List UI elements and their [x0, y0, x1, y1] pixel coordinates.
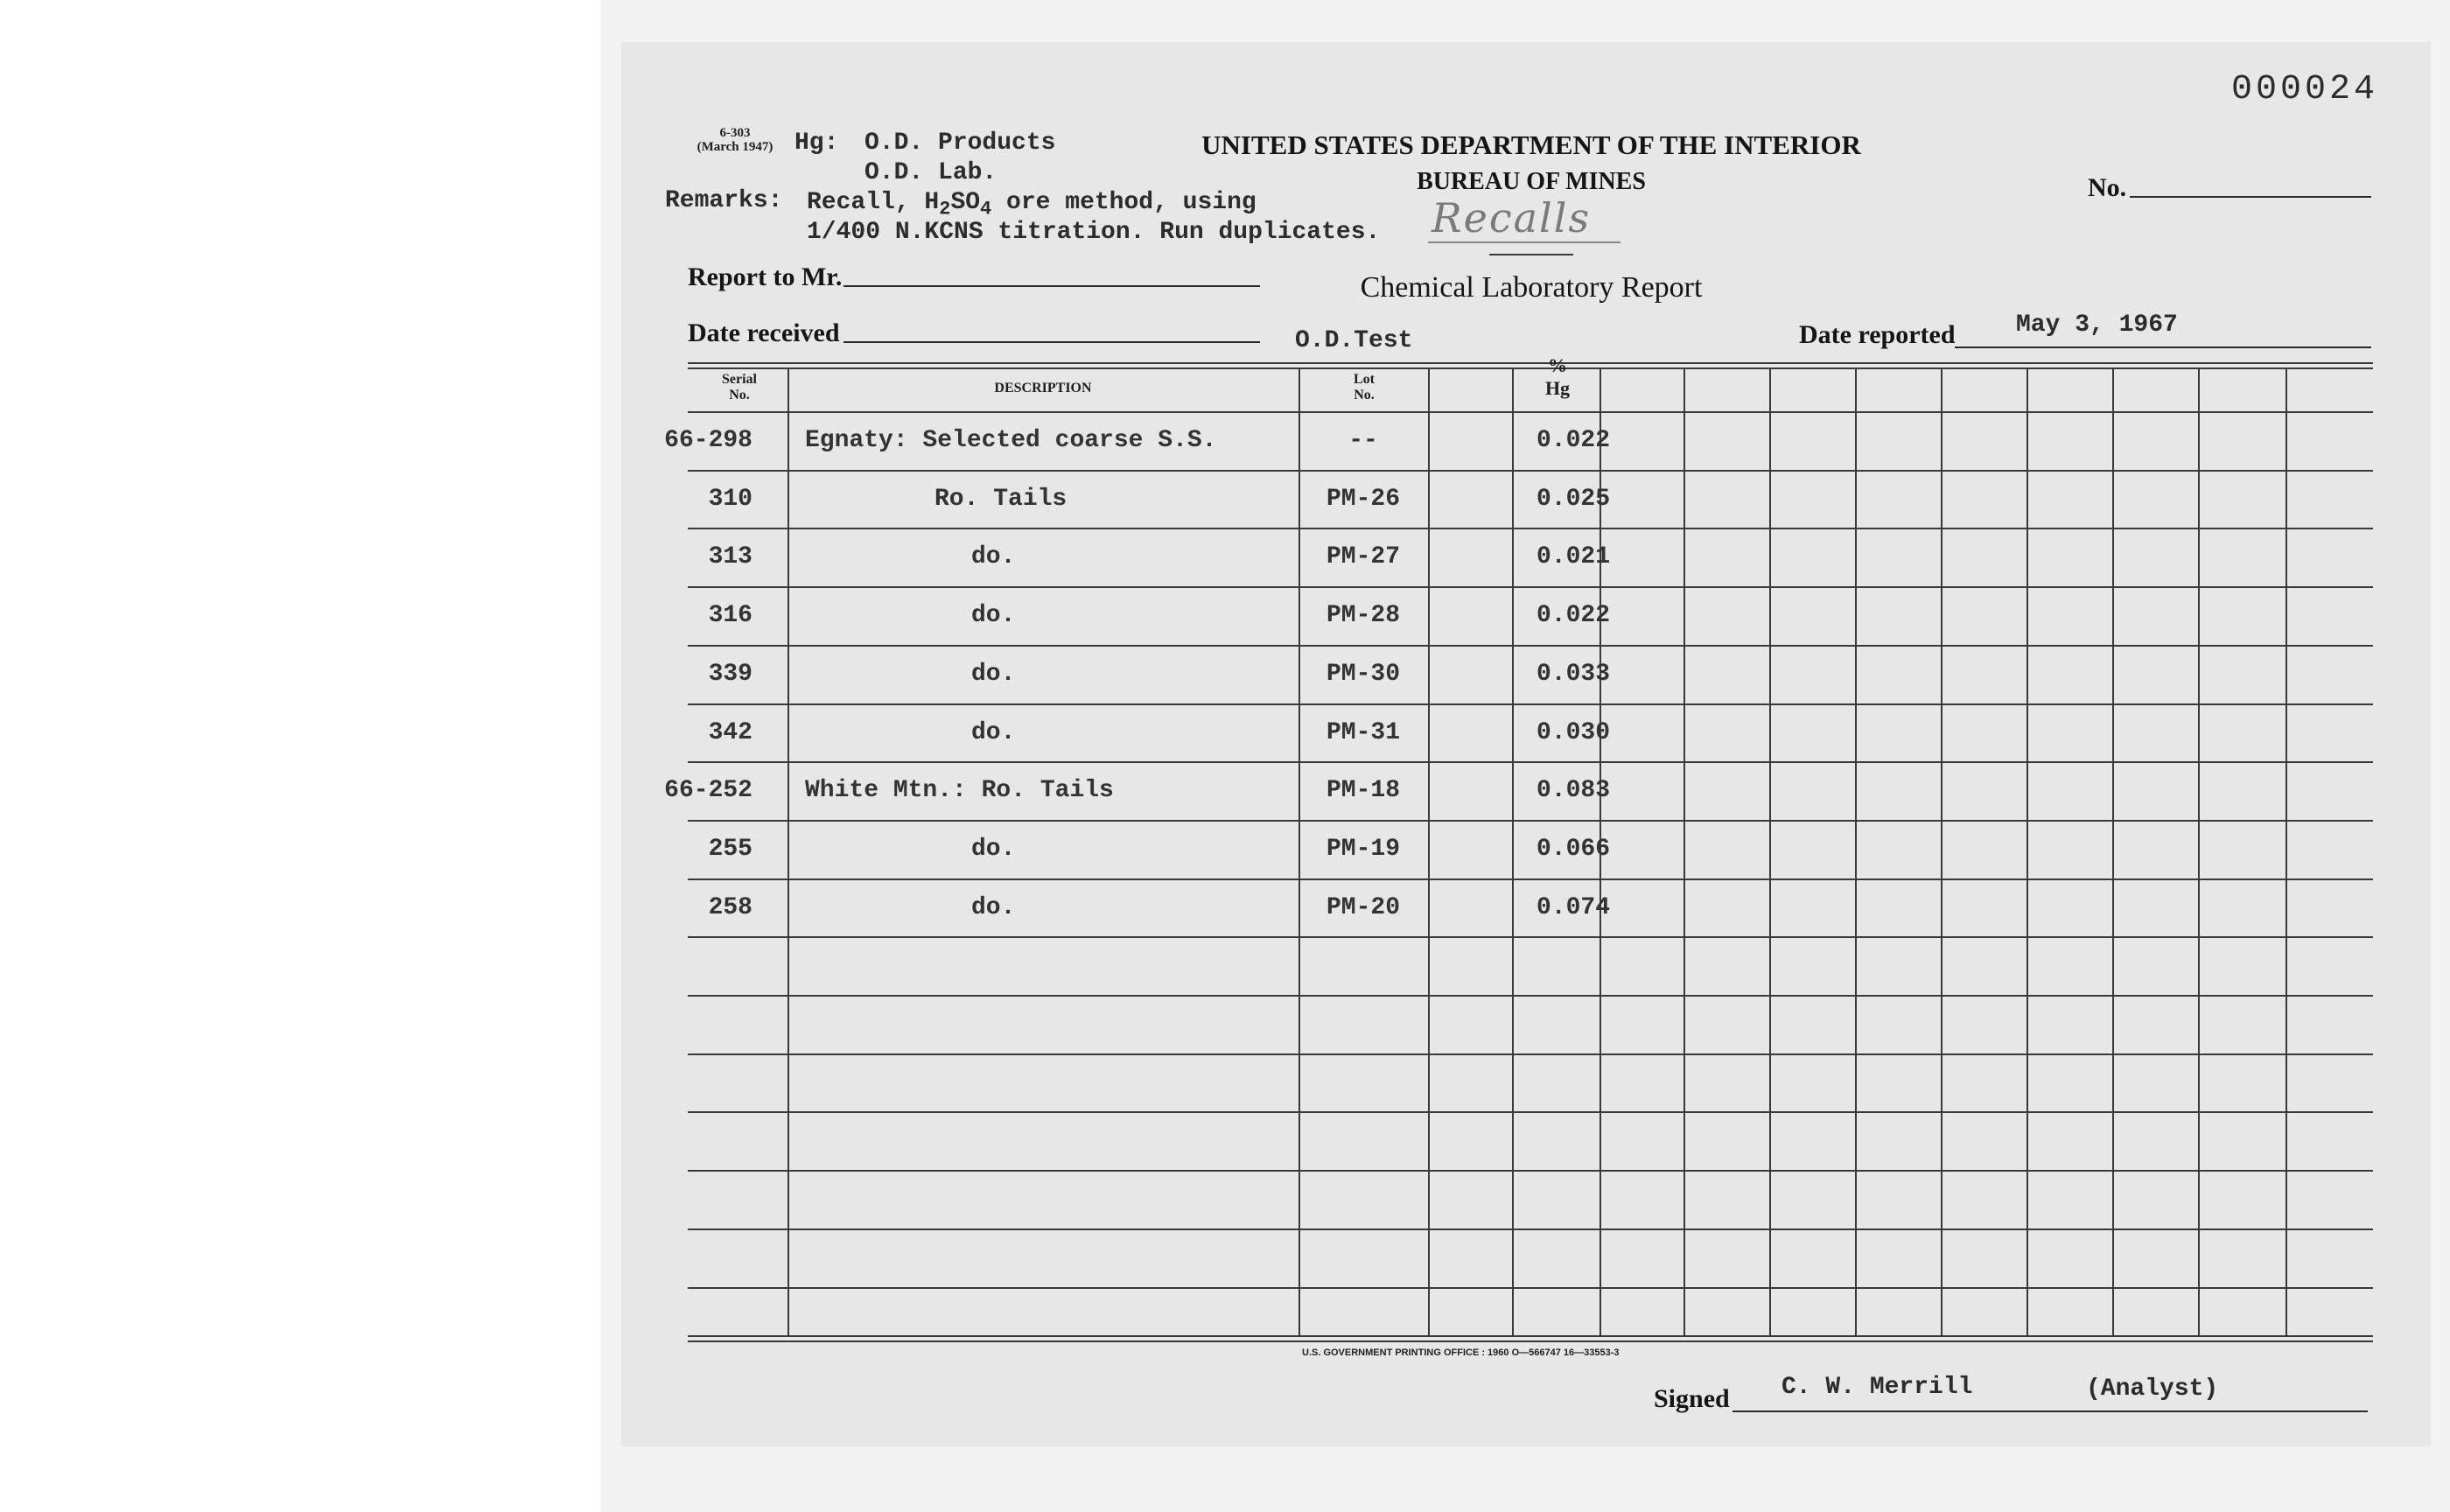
column-divider	[2286, 368, 2287, 1335]
report-title: Chemical Laboratory Report	[1360, 271, 1703, 304]
date-reported-label: Date reported	[1799, 320, 1956, 349]
column-divider	[788, 368, 789, 1335]
description-cell: do.	[971, 894, 1016, 921]
serial-number-cell: 316	[708, 602, 752, 629]
row-divider	[688, 470, 2373, 472]
row-divider	[688, 704, 2373, 705]
header-description: DESCRIPTION	[994, 381, 1092, 396]
lot-number-cell: PM-20	[1326, 894, 1400, 921]
handwritten-recalls: Recalls	[1432, 194, 1592, 242]
header-percent: %	[1548, 354, 1567, 376]
mercury-percent-cell: 0.030	[1536, 719, 1610, 746]
report-to-field-line[interactable]	[844, 285, 1260, 287]
bureau-title: BUREAU OF MINES	[1417, 168, 1646, 195]
serial-number-cell: 310	[708, 486, 752, 513]
printing-office-note: U.S. GOVERNMENT PRINTING OFFICE : 1960 O—566747 16—33553-3	[1302, 1348, 1620, 1358]
description-cell: White Mtn.: Ro. Tails	[805, 777, 1114, 804]
row-divider	[688, 820, 2373, 822]
row-divider	[688, 936, 2373, 938]
row-divider	[688, 878, 2373, 880]
row-divider	[688, 1170, 2373, 1172]
serial-number-cell: 339	[708, 661, 752, 688]
serial-number-cell: 313	[708, 543, 752, 570]
signed-name: C. W. Merrill	[1782, 1374, 1973, 1401]
remarks-subscript-2: 2	[939, 198, 951, 220]
remarks-label: Remarks:	[665, 187, 783, 214]
hg-line-1: O.D. Products	[864, 130, 1056, 157]
header-serial-1: Serial	[722, 372, 757, 387]
row-divider	[688, 1054, 2373, 1055]
lot-number-cell: PM-30	[1326, 661, 1400, 688]
column-divider	[2198, 368, 2200, 1335]
description-cell: do.	[971, 661, 1016, 688]
signed-label: Signed	[1654, 1384, 1730, 1413]
serial-number-cell: 342	[708, 719, 752, 746]
document-number: 000024	[2231, 70, 2379, 109]
hg-label: Hg:	[794, 130, 839, 157]
column-divider	[2112, 368, 2114, 1335]
no-label: No.	[2088, 173, 2127, 202]
lot-number-cell: PM-19	[1326, 836, 1400, 863]
hg-line-2: O.D. Lab.	[864, 159, 998, 186]
od-test: O.D.Test	[1295, 327, 1413, 354]
lot-number-cell: PM-27	[1326, 543, 1400, 570]
form-code: 6-303	[719, 126, 751, 140]
row-divider	[688, 586, 2373, 588]
report-to-label: Report to Mr.	[688, 262, 843, 291]
mercury-percent-cell: 0.074	[1536, 894, 1610, 921]
row-divider	[688, 995, 2373, 997]
header-hg: Hg	[1544, 377, 1571, 399]
form-date: (March 1947)	[696, 140, 774, 154]
row-divider	[688, 1111, 2373, 1113]
remarks-line-2: 1/400 N.KCNS titration. Run duplicates.	[807, 219, 1381, 246]
lot-number-cell: PM-28	[1326, 602, 1400, 629]
header-bottom-rule	[688, 411, 2373, 413]
column-divider	[1855, 368, 1857, 1335]
serial-number-cell: 258	[708, 894, 752, 921]
row-divider	[688, 1228, 2373, 1230]
remarks-line-1	[807, 189, 1256, 220]
description-cell: Ro. Tails	[934, 486, 1068, 513]
header-serial-2: No.	[729, 388, 750, 402]
serial-number-cell: 66-298	[664, 427, 752, 454]
description-cell: do.	[971, 543, 1016, 570]
row-divider	[688, 761, 2373, 763]
description-cell: do.	[971, 836, 1016, 863]
table-bottom-rule	[688, 1335, 2373, 1337]
column-divider	[2026, 368, 2028, 1335]
description-cell: do.	[971, 719, 1016, 746]
header-lot-1: Lot	[1354, 372, 1375, 387]
lot-number-cell: PM-31	[1326, 719, 1400, 746]
header-lot-2: No.	[1354, 388, 1375, 402]
table-bottom-rule-inner	[688, 1340, 2373, 1342]
row-divider	[688, 1287, 2373, 1289]
handwritten-underline	[1428, 242, 1620, 243]
date-received-label: Date received	[688, 318, 840, 347]
serial-number-cell: 255	[708, 836, 752, 863]
column-divider	[1769, 368, 1771, 1335]
row-divider	[688, 528, 2373, 529]
bureau-rule	[1489, 254, 1573, 256]
remarks-text-b: SO	[950, 189, 981, 216]
mercury-percent-cell: 0.083	[1536, 777, 1610, 804]
date-reported-field-line[interactable]	[1955, 346, 2371, 348]
serial-number-cell: 66-252	[664, 777, 752, 804]
mercury-percent-cell: 0.021	[1536, 543, 1610, 570]
column-divider	[1684, 368, 1685, 1335]
lot-number-cell: PM-26	[1326, 486, 1400, 513]
description-cell: Egnaty: Selected coarse S.S.	[805, 427, 1217, 454]
remarks-text-a: Recall, H	[807, 189, 940, 216]
date-reported-value: May 3, 1967	[2016, 312, 2178, 339]
mercury-percent-cell: 0.066	[1536, 836, 1610, 863]
remarks-text-c: ore method, using	[991, 189, 1256, 216]
signature-line[interactable]	[1732, 1410, 2368, 1412]
mercury-percent-cell: 0.033	[1536, 661, 1610, 688]
row-divider	[688, 645, 2373, 647]
mercury-percent-cell: 0.022	[1536, 602, 1610, 629]
date-received-field-line[interactable]	[844, 341, 1260, 343]
mercury-percent-cell: 0.022	[1536, 427, 1610, 454]
department-title: UNITED STATES DEPARTMENT OF THE INTERIOR	[1201, 130, 1861, 160]
lot-number-cell: --	[1348, 427, 1378, 454]
analyst-label: (Analyst)	[2086, 1376, 2219, 1403]
remarks-subscript-4: 4	[980, 198, 992, 220]
lot-number-cell: PM-18	[1326, 777, 1400, 804]
mercury-percent-cell: 0.025	[1536, 486, 1610, 513]
column-divider	[1941, 368, 1942, 1335]
no-field-line[interactable]	[2130, 196, 2371, 198]
description-cell: do.	[971, 602, 1016, 629]
